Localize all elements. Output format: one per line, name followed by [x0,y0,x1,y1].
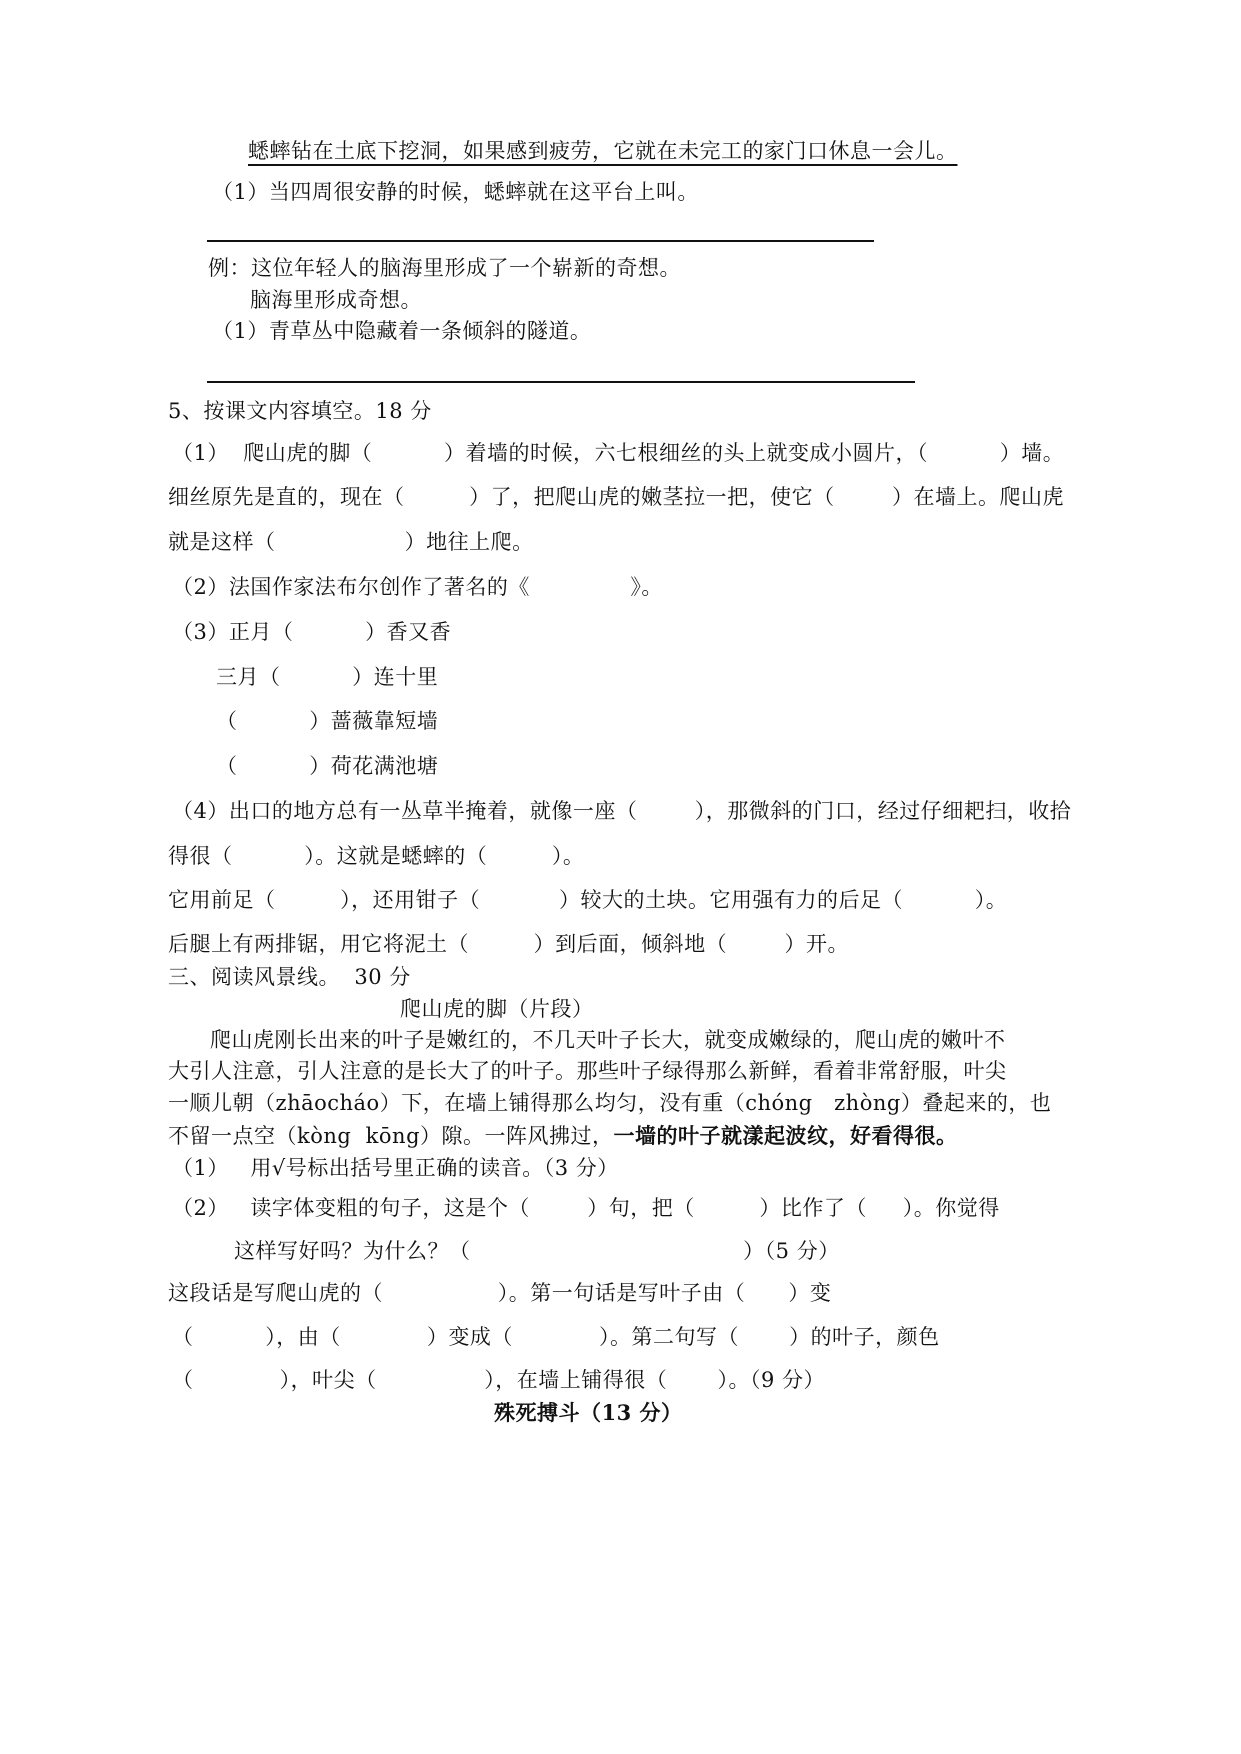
question-line: （ ），叶尖（ ），在墙上铺得很（ ）。（9 分） [172,1368,825,1392]
fill-line: 细丝原先是直的，现在（ ）了，把爬山虎的嫩茎拉一把，使它（ ）在墙上。爬山虎 [168,485,1064,509]
passage-line: 爬山虎刚长出来的叶子是嫩红的，不几天叶子长大，就变成嫩绿的，爬山虎的嫩叶不 [210,1028,1006,1052]
fill-line: （2）法国作家法布尔创作了著名的《 》。 [172,575,663,599]
fill-line: 得很（ ）。这就是蟋蟀的（ ）。 [168,844,585,868]
question-1b-sentence: （1）青草丛中隐藏着一条倾斜的隧道。 [212,319,592,343]
example-label: 例：这位年轻人的脑海里形成了一个崭新的奇想。 [208,256,681,280]
passage-line [168,1121,958,1151]
question-line: 这段话是写爬山虎的（ ）。第一句话是写叶子由（ ）变 [168,1281,832,1305]
passage-title: 爬山虎的脚（片段） [400,997,594,1021]
example-answer: 脑海里形成奇想。 [250,288,422,312]
bold-sentence: 一墙的叶子就漾起波纹，好看得很。 [613,1123,958,1148]
fill-line: （3）正月（ ）香又香 [172,620,452,644]
fill-line: （ ）蔷薇靠短墙 [216,709,439,733]
passage-text: 不留一点空（kòng kōng）隙。一阵风拂过， [168,1124,614,1148]
answer-line-2 [207,381,915,383]
passage-line: 大引人注意，引人注意的是长大了的叶子。那些叶子绿得那么新鲜，看着非常舒服，叶尖 [168,1059,1007,1083]
question-line: （1） 用√号标出括号里正确的读音。（3 分） [172,1156,619,1180]
question-1-sentence: （1）当四周很安静的时候，蟋蟀就在这平台上叫。 [212,180,699,204]
section-5-heading: 5、按课文内容填空。18 分 [168,399,432,423]
fill-line: （4）出口的地方总有一丛草半掩着，就像一座（ ），那微斜的门口，经过仔细耙扫，收拾 [172,799,1072,823]
next-passage-title: 殊死搏斗（13 分） [494,1400,683,1425]
fill-line: （ ）荷花满池塘 [216,754,439,778]
question-line: 这样写好吗？为什么？（ ）（5 分） [234,1239,840,1263]
fill-line: （1） 爬山虎的脚（ ）着墙的时候，六七根细丝的头上就变成小圆片，（ ）墙。 [172,441,1065,465]
fill-line: 就是这样（ ）地往上爬。 [168,530,534,554]
example-sentence: 蟋蟀钻在土底下挖洞，如果感到疲劳，它就在未完工的家门口休息一会儿。 [248,139,958,163]
question-line: （2） 读字体变粗的句子，这是个（ ）句，把（ ）比作了（ ）。你觉得 [172,1196,1000,1220]
fill-line: 它用前足（ ），还用钳子（ ）较大的土块。它用强有力的后足（ ）。 [168,888,1008,912]
fill-line: 三月（ ）连十里 [216,665,439,689]
fill-line: 后腿上有两排锯，用它将泥土（ ）到后面，倾斜地（ ）开。 [168,932,849,956]
section-3-heading: 三、阅读风景线。 30 分 [168,965,411,989]
passage-line: 一顺儿朝（zhāocháo）下，在墙上铺得那么均匀，没有重（chóng zhòng）叠起来的，也 [168,1091,1052,1115]
answer-line-1 [207,240,874,242]
question-line: （ ），由（ ）变成（ ）。第二句写（ ）的叶子，颜色 [172,1325,940,1349]
